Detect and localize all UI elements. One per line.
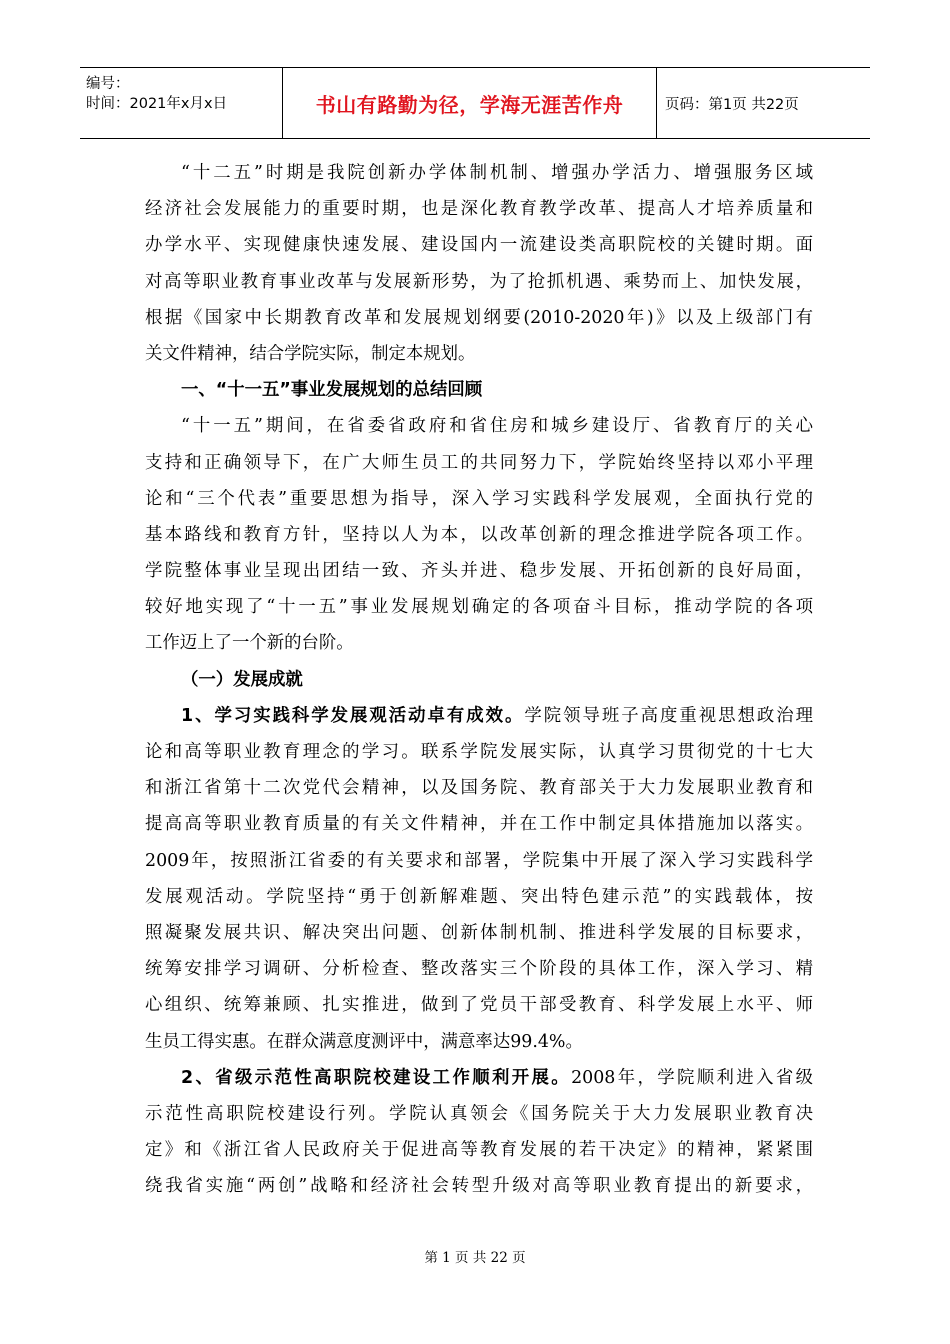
body-text-line bbox=[145, 698, 813, 734]
body-text-line bbox=[145, 517, 813, 553]
header-meta bbox=[80, 68, 283, 138]
document-body bbox=[145, 155, 813, 1204]
line-text: 示范性高职院校建设行列。学院认真领会《国务院关于大力发展职业教育决 bbox=[145, 1103, 813, 1124]
body-text-line bbox=[145, 445, 813, 481]
body-text-line bbox=[145, 589, 813, 625]
line-text: 提高高等职业教育质量的有关文件精神，并在工作中制定具体措施加以落实。 bbox=[145, 814, 813, 835]
body-text-line bbox=[145, 951, 813, 987]
line-text: 学院整体事业呈现出团结一致、齐头并进、稳步发展、开拓创新的良好局面， bbox=[145, 561, 813, 582]
line-text: 论和“三个代表”重要思想为指导，深入学习实践科学发展观，全面执行党的 bbox=[145, 488, 813, 509]
line-text: 工作迈上了一个新的台阶。 bbox=[145, 633, 354, 654]
line-text: 2008年，学院顺利进入省级 bbox=[571, 1067, 813, 1088]
motto-text: 书山有路勤为径，学海无涯苦作舟 bbox=[315, 92, 624, 117]
line-text: 支持和正确领导下，在广大师生员工的共同努力下，学院始终坚持以邓小平理 bbox=[145, 452, 813, 473]
page-header bbox=[80, 67, 870, 139]
body-text-line bbox=[145, 987, 813, 1023]
line-text: 一、“十一五”事业发展规划的总结回顾 bbox=[181, 380, 483, 401]
page-footer: 第 1 页 共 22 页 bbox=[424, 1250, 526, 1266]
body-text-line bbox=[145, 915, 813, 951]
document-number-label: 编号： bbox=[86, 76, 130, 92]
body-text-line bbox=[145, 408, 813, 444]
line-text: 学院领导班子高度重视思想政治理 bbox=[524, 705, 813, 726]
line-text: 根据《国家中长期教育改革和发展规划纲要(2010-2020年)》以及上级部门有 bbox=[145, 307, 813, 328]
line-text: 定》和《浙江省人民政府关于促进高等教育发展的若干决定》的精神，紧紧围 bbox=[145, 1140, 813, 1161]
line-text: （一）发展成就 bbox=[181, 669, 303, 690]
section-heading bbox=[145, 372, 813, 408]
body-text-line bbox=[145, 1096, 813, 1132]
body-text-line bbox=[145, 336, 813, 372]
body-text-line bbox=[145, 770, 813, 806]
body-text-line bbox=[145, 1024, 813, 1060]
line-text: 发展观活动。学院坚持“勇于创新解难题、突出特色建示范”的实践载体，按 bbox=[145, 886, 813, 907]
body-text-line bbox=[145, 553, 813, 589]
line-text: “十二五”时期是我院创新办学体制机制、增强办学活力、增强服务区域 bbox=[181, 163, 813, 183]
line-text: 生员工得实惠。在群众满意度测评中，满意率达99.4%。 bbox=[145, 1031, 583, 1052]
section-heading bbox=[145, 662, 813, 698]
body-text-line bbox=[145, 300, 813, 336]
body-text-line bbox=[145, 264, 813, 300]
line-text: 经济社会发展能力的重要时期，也是深化教育教学改革、提高人才培养质量和 bbox=[145, 199, 813, 220]
body-text-line bbox=[145, 1132, 813, 1168]
line-text: 2009年，按照浙江省委的有关要求和部署，学院集中开展了深入学习实践科学 bbox=[145, 850, 813, 871]
body-text-line bbox=[145, 734, 813, 770]
line-text: 关文件精神，结合学院实际，制定本规划。 bbox=[145, 343, 476, 364]
line-text: “十一五”期间，在省委省政府和省住房和城乡建设厅、省教育厅的关心 bbox=[181, 416, 813, 437]
body-text-line bbox=[145, 879, 813, 915]
body-text-line bbox=[145, 155, 813, 191]
line-text: 绕我省实施“两创”战略和经济社会转型升级对高等职业教育提出的新要求， bbox=[145, 1176, 813, 1197]
body-text-line bbox=[145, 625, 813, 661]
header-page-number: 页码：第1页 共22页 bbox=[665, 96, 799, 113]
line-text: 办学水平、实现健康快速发展、建设国内一流建设类高职院校的关键时期。面 bbox=[145, 235, 813, 256]
line-text: 对高等职业教育事业改革与发展新形势，为了抢抓机遇、乘势而上、加快发展， bbox=[145, 271, 813, 292]
body-text-line bbox=[145, 481, 813, 517]
body-text-line bbox=[145, 1060, 813, 1096]
header-motto bbox=[283, 68, 657, 138]
body-text-line bbox=[145, 1168, 813, 1204]
body-text-line bbox=[145, 843, 813, 879]
line-text: 较好地实现了“十一五”事业发展规划确定的各项奋斗目标，推动学院的各项 bbox=[145, 597, 813, 618]
body-text-line bbox=[145, 806, 813, 842]
line-text: 统筹安排学习调研、分析检查、整改落实三个阶段的具体工作，深入学习、精 bbox=[145, 959, 813, 980]
line-text: 基本路线和教育方针，坚持以人为本，以改革创新的理念推进学院各项工作。 bbox=[145, 524, 813, 545]
lead-in-bold-text: 1、学习实践科学发展观活动卓有成效。 bbox=[181, 705, 525, 726]
line-text: 照凝聚发展共识、解决突出问题、创新体制机制、推进科学发展的目标要求， bbox=[145, 922, 813, 943]
line-text: 论和高等职业教育理念的学习。联系学院发展实际，认真学习贯彻党的十七大 bbox=[145, 742, 813, 762]
line-text: 和浙江省第十二次党代会精神，以及国务院、教育部关于大力发展职业教育和 bbox=[145, 778, 813, 799]
document-date-label: 时间：2021年x月x日 bbox=[86, 96, 228, 112]
line-text: 心组织、统筹兼顾、扎实推进，做到了党员干部受教育、科学发展上水平、师 bbox=[145, 995, 813, 1016]
body-text-line bbox=[145, 227, 813, 263]
lead-in-bold-text: 2、省级示范性高职院校建设工作顺利开展。 bbox=[181, 1067, 572, 1088]
body-text-line bbox=[145, 191, 813, 227]
